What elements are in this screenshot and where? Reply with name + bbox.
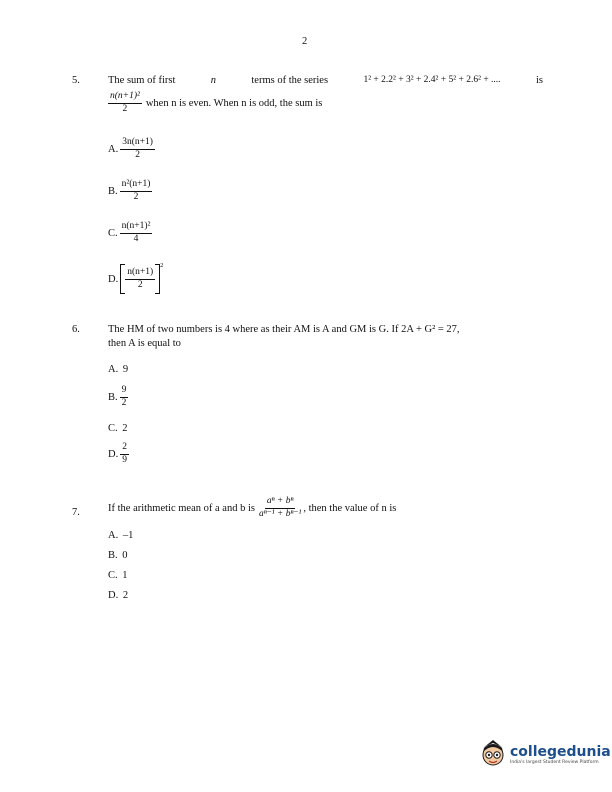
option-label: C. (108, 227, 118, 239)
option-text: –1 (122, 530, 134, 541)
option-d[interactable] (108, 443, 129, 466)
option-label: D. (108, 590, 119, 601)
option-fraction (120, 180, 153, 203)
option-c[interactable] (108, 570, 128, 581)
student-mascot-icon (478, 738, 508, 770)
stem-line-2-text: when n is even. When n is odd, the sum is (145, 97, 323, 109)
fraction-denominator: 2 (137, 279, 143, 290)
option-label: A. (108, 364, 119, 375)
fraction-numerator: 3n(n+1) (120, 138, 155, 150)
stem-start: If the arithmetic mean of a and b is (108, 502, 255, 514)
option-fraction (120, 443, 129, 466)
question-stem (108, 75, 543, 86)
fraction-numerator: n²(n+1) (120, 180, 153, 192)
option-fraction (120, 138, 155, 161)
option-d[interactable] (108, 264, 163, 294)
option-label: C. (108, 423, 118, 434)
stem-end: , then the value of n is (303, 502, 397, 514)
page-number: 2 (302, 36, 308, 47)
option-label: B. (108, 185, 118, 197)
option-text: 9 (122, 364, 129, 375)
bracketed-fraction (120, 264, 163, 294)
option-c[interactable] (108, 423, 128, 434)
option-fraction (120, 222, 153, 245)
stem-end: is (535, 75, 543, 86)
option-label: C. (108, 570, 118, 581)
stem-line-2 (108, 92, 322, 115)
option-label: D. (108, 448, 119, 460)
option-label: B. (108, 550, 118, 561)
option-b[interactable] (108, 386, 128, 409)
fraction-denominator: 9 (122, 454, 127, 465)
option-d[interactable] (108, 590, 128, 601)
exponent: 2 (160, 262, 164, 269)
question-stem-line-2: then A is equal to (108, 338, 181, 349)
stem-var: n (210, 75, 216, 86)
fraction-numerator: n(n+1) (125, 268, 155, 280)
stem-start: The sum of first (108, 75, 176, 86)
option-label: B. (108, 391, 118, 403)
fraction-numerator: n(n+1)² (120, 222, 153, 234)
option-a[interactable] (108, 364, 128, 375)
question-number: 5. (72, 75, 80, 86)
fraction-denominator: 2 (135, 149, 140, 160)
option-label: A. (108, 143, 119, 155)
fraction-denominator: aⁿ⁻¹ + bⁿ⁻¹ (258, 508, 302, 519)
fraction-numerator: 9 (120, 386, 129, 398)
logo-name: collegedunia (510, 743, 611, 760)
fraction-numerator: aⁿ + bⁿ (265, 497, 296, 509)
question-stem: The HM of two numbers is 4 where as their AM is A and GM is G. If 2A + G² = 27, (108, 324, 460, 335)
question-number: 6. (72, 324, 80, 335)
option-fraction (120, 386, 129, 409)
fraction-denominator: 4 (133, 233, 139, 244)
fraction-denominator: 2 (122, 103, 128, 114)
option-a[interactable] (108, 138, 155, 161)
fraction-denominator: 2 (133, 191, 139, 202)
logo-tagline: India's largest Student Review Platform (510, 759, 599, 765)
option-text: 2 (122, 423, 128, 434)
fraction-numerator: n(n+1)² (108, 92, 142, 104)
option-c[interactable] (108, 222, 152, 245)
option-text: 1 (122, 570, 128, 581)
question-stem (108, 497, 396, 520)
series: 1² + 2.2² + 3² + 2.4² + 5² + 2.6² + .... (363, 75, 501, 85)
option-b[interactable] (108, 180, 152, 203)
option-label: D. (108, 273, 119, 285)
option-b[interactable] (108, 550, 128, 561)
fraction-denominator: 2 (121, 397, 127, 408)
stem-mid: terms of the series (251, 75, 329, 86)
option-a[interactable] (108, 530, 133, 541)
fraction-numerator: 2 (120, 443, 129, 455)
option-fraction (125, 268, 155, 291)
question-number: 7. (72, 507, 80, 518)
stem-fraction (108, 92, 142, 115)
stem-fraction (257, 497, 303, 520)
option-label: A. (108, 530, 119, 541)
collegedunia-logo (478, 738, 611, 770)
option-text: 2 (122, 590, 129, 601)
option-text: 0 (122, 550, 128, 561)
